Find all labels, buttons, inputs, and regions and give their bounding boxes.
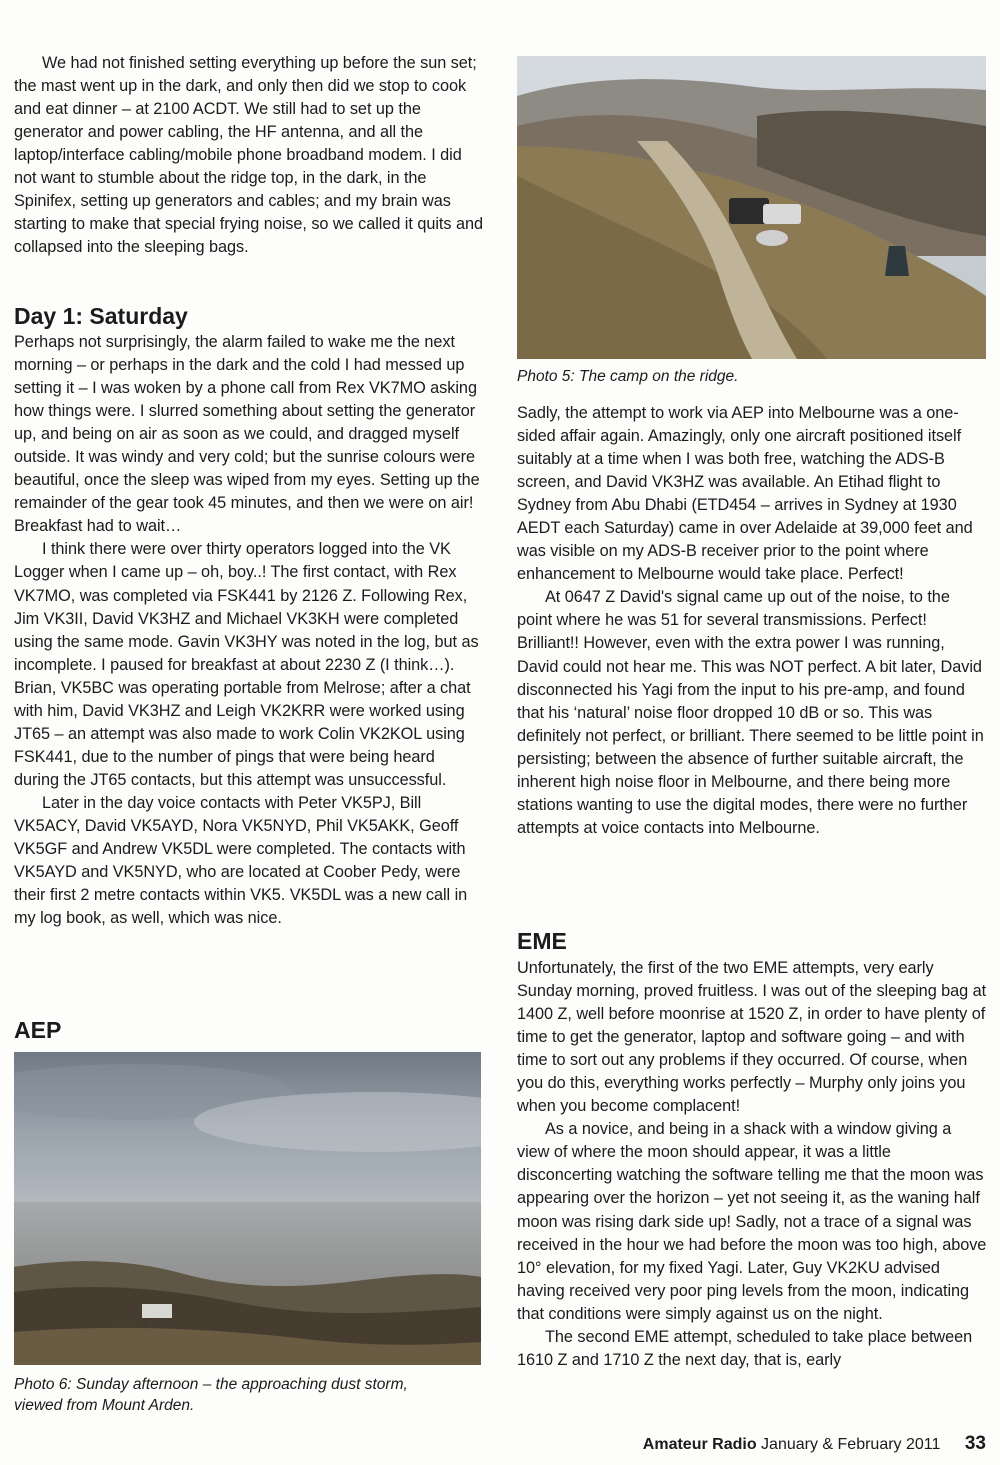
aep-paragraph-2: At 0647 Z David's signal came up out of the noise, to the point where he was 51 for several transmissions. Perfect! Brilliant!! However, even with the extra power I was running, David could not hear me. This was NOT perfect. A bit later, David disconnected his Yagi from the input to his pre-amp, and found that his ‘natural’ noise floor dropped 10 dB or so. This was definitely not perfect, or brilliant. There seemed to be little point in persisting; between the absence of further suitable aircraft, the inherent high noise floor in Melbourne, and there being more stations wanting to use the digital modes, there were no further attempts at voice contacts into Melbourne. — [517, 588, 984, 837]
page-number: 33 — [964, 1433, 986, 1454]
day1-paragraph-1: Perhaps not surprisingly, the alarm failed to wake me the next morning – or perhaps in the dark and the cold I had messed up setting it – I was woken by a phone call from Rex VK7MO asking how things were. I slurred something about setting the generator up, and being on air as soon as we could, and dragged myself outside. It was windy and very cold; but the sunrise colours were beautiful, once the sleep was wiped from my eyes. Setting up the remainder of the gear took 45 minutes, and then we were on air! Breakfast had to wait… — [14, 333, 480, 536]
day1-section — [14, 331, 484, 930]
photo-6-caption-line-1: Photo 6: Sunday afternoon – the approaching dust storm, — [14, 1376, 408, 1393]
photo-6-caption-line-2: viewed from Mount Arden. — [14, 1397, 195, 1414]
magazine-name: Amateur Radio — [642, 1436, 757, 1453]
eme-paragraph-1: Unfortunately, the first of the two EME attempts, very early Sunday morning, proved fruitless. I was out of the sleeping bag at 1400 Z, well before moonrise at 1520 Z, in order to have plenty of time to get the generator, laptop and software going – and with time to sort out any problems if they occurred. Of course, when you do this, everything works perfectly – Murphy only joins you when you become complacent! — [517, 959, 987, 1116]
eme-paragraph-3: The second EME attempt, scheduled to take place between 1610 Z and 1710 Z the next day, that is, early — [517, 1327, 973, 1369]
aep-heading: AEP — [14, 1017, 62, 1043]
issue-date: January & February 2011 — [761, 1436, 941, 1453]
day1-heading: Day 1: Saturday — [14, 303, 188, 329]
eme-paragraph-2: As a novice, and being in a shack with a window giving a view of where the moon should appear, it was a little disconcerting watching the software telling me that the moon was appearing over the horizon – yet not seeing it, as the waning half moon was rising dark side up! Sadly, not a trace of a signal was received in the hour we had before the moon was too high, above 10° elevation, for my fixed Yagi. Later, Guy VK2KU advised having received very poor ping levels from the moon, indicating that conditions were simply against us on the night. — [517, 1120, 987, 1323]
aep-paragraph-1: Sadly, the attempt to work via AEP into Melbourne was a one-sided affair again. Amazingly, only one aircraft positioned itself suitably at a time when I was both free, watching the ADS-B screen, and David VK3HZ was available. An Etihad flight to Sydney from Abu Dhabi (ETD454 – arrives in Sydney at 1930 AEDT each Saturday) came in over Adelaide at 39,000 feet and was visible on my ADS-B receiver prior to the point where enhancement to Melbourne would take place. Perfect! — [517, 404, 973, 584]
day1-paragraph-3: Later in the day voice contacts with Peter VK5PJ, Bill VK5ACY, David VK5AYD, Nora VK5NYD, Phil VK5AKK, Geoff VK5GF and Andrew VK5DL were completed. The contacts with VK5AYD and VK5NYD, who are located at Coober Pedy, were their first 2 metre contacts within VK5. VK5DL was a new call in my log book, as well, which was nice. — [14, 793, 468, 928]
photo-5-camp-ridge — [517, 56, 986, 359]
day1-paragraph-2: I think there were over thirty operators logged into the VK Logger when I came up – oh, boy..! The first contact, with Rex VK7MO, was completed via FSK441 by 2126 Z. Following Rex, Jim VK3II, David VK3HZ and Michael VK3KH were completed using the same mode. Gavin VK3HY was noted in the log, but as incomplete. I paused for breakfast at about 2230 Z (I think…). Brian, VK5BC was operating portable from Melrose; after a chat with him, David VK3HZ and Leigh VK2KRR were worked using JT65 – an attempt was also made to work Colin VK2KOL using FSK441, due to the number of pings that were being heard during the JT65 contacts, but this attempt was unsuccessful. — [14, 540, 479, 789]
eme-section — [517, 957, 987, 1372]
photo-5-caption-wrap — [517, 366, 987, 387]
photo-6-caption — [14, 1374, 484, 1416]
intro-paragraph: We had not finished setting everything up before the sun set; the mast went up in the dark, and only then did we stop to cook and eat dinner – at 2100 ACDT. We still had to set up the generator and power cabling, the HF antenna, and all the laptop/interface cabling/mobile phone broadband modem. I did not want to stumble about the ridge top, in the dark, in the Spinifex, setting up generators and cables; and my brain was starting to make that special frying noise, so we called it quits and collapsed into the sleeping bags. — [14, 54, 483, 257]
left-column-top — [14, 52, 484, 259]
aep-section — [517, 402, 987, 840]
photo-6-dust-storm — [14, 1052, 481, 1365]
eme-heading: EME — [517, 928, 567, 954]
photo-5-caption: Photo 5: The camp on the ridge. — [517, 368, 739, 385]
page-footer — [643, 1434, 986, 1455]
